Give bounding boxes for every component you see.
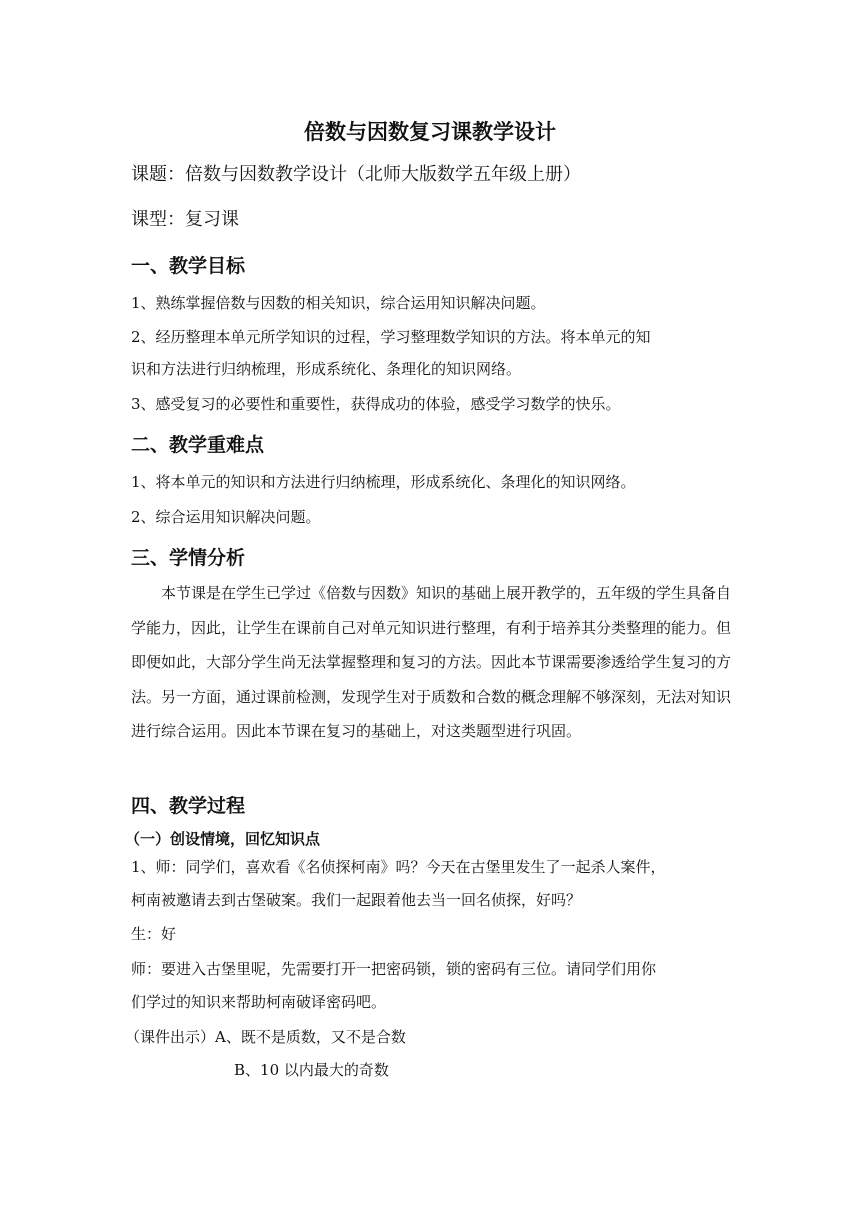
section-heading-analysis: 三、学情分析 bbox=[131, 547, 246, 569]
lesson-type: 课型：复习课 bbox=[131, 209, 239, 230]
subsection-heading: （一）创设情境，回忆知识点 bbox=[125, 830, 321, 848]
process-line: 们学过的知识来帮助柯南破译密码吧。 bbox=[131, 993, 387, 1011]
objective-line: 2、经历整理本单元所学知识的过程，学习整理数学知识的方法。将本单元的知 bbox=[131, 328, 651, 346]
process-line: 柯南被邀请去到古堡破案。我们一起跟着他去当一回名侦探，好吗？ bbox=[131, 891, 582, 909]
courseware-item: B、10 以内最大的奇数 bbox=[234, 1061, 389, 1079]
process-line: 生：好 bbox=[131, 925, 177, 943]
process-line: 1、师：同学们，喜欢看《名侦探柯南》吗？今天在古堡里发生了一起杀人案件， bbox=[131, 858, 666, 876]
courseware-item: （课件出示）A、既不是质数，又不是合数 bbox=[125, 1028, 406, 1046]
lesson-topic: 课题：倍数与因数教学设计（北师大版数学五年级上册） bbox=[131, 164, 581, 185]
section-heading-process: 四、教学过程 bbox=[131, 795, 246, 817]
key-point-line: 2、综合运用知识解决问题。 bbox=[131, 508, 321, 526]
process-line: 师：要进入古堡里呢，先需要打开一把密码锁，锁的密码有三位。请同学们用你 bbox=[131, 960, 657, 978]
objective-line: 1、熟练掌握倍数与因数的相关知识，综合运用知识解决问题。 bbox=[131, 294, 546, 312]
section-heading-objectives: 一、教学目标 bbox=[131, 255, 246, 277]
analysis-paragraph: 本节课是在学生已学过《倍数与因数》知识的基础上展开教学的，五年级的学生具备自学能力，因此，让学生在课前自己对单元知识进行整理，有利于培养其分类整理的能力。但即便如此，大部分学生尚无法掌握整理和复习的方法。因此本节课需要渗透给学生复习的方法。另一方面，通过课前检测，发现学生对于质数和合数的概念理解不够深刻，无法对知识进行综合运用。因此本节课在复习的基础上，对这类题型进行巩固。 bbox=[131, 584, 732, 740]
objective-line: 识和方法进行归纳梳理，形成系统化、条理化的知识网络。 bbox=[131, 360, 522, 378]
key-point-line: 1、将本单元的知识和方法进行归纳梳理，形成系统化、条理化的知识网络。 bbox=[131, 473, 636, 491]
objective-line: 3、感受复习的必要性和重要性，获得成功的体验，感受学习数学的快乐。 bbox=[131, 395, 621, 413]
document-title: 倍数与因数复习课教学设计 bbox=[304, 120, 556, 144]
section-heading-key-points: 二、教学重难点 bbox=[131, 434, 265, 456]
